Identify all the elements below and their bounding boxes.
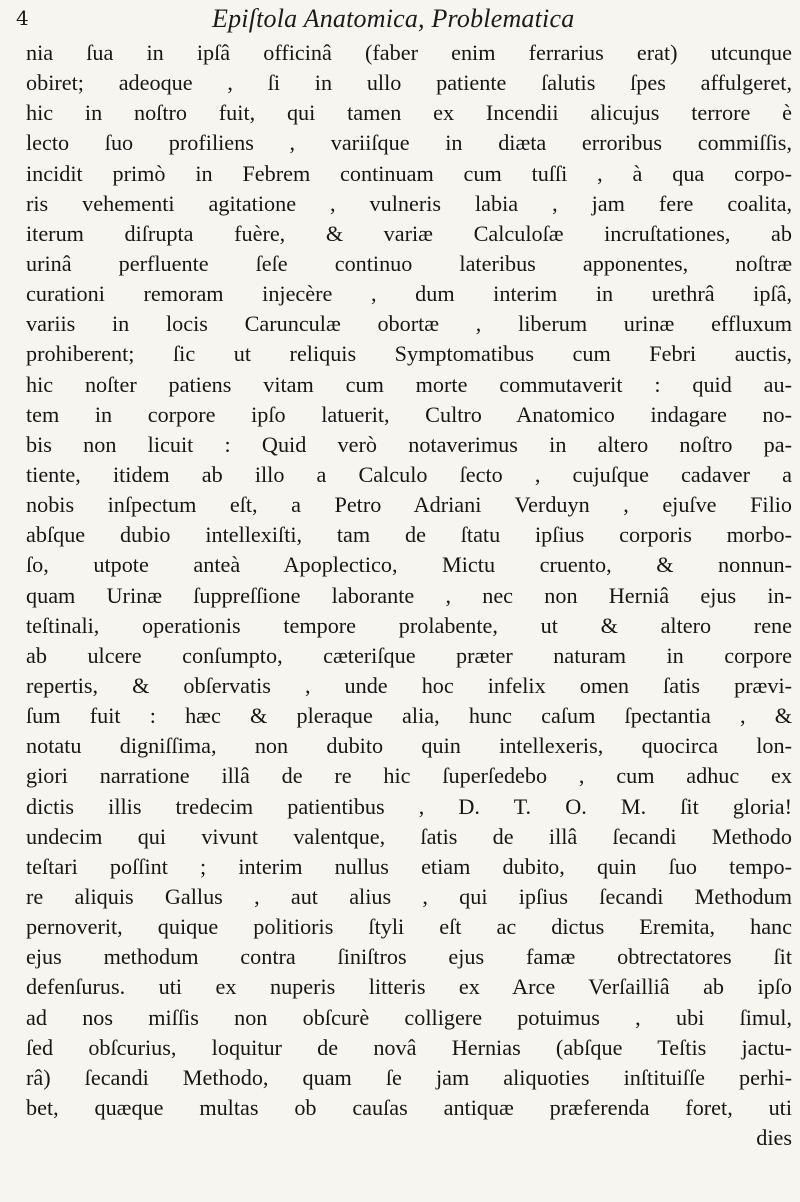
text-line: lecto ſuo profiliens , variiſque in diæta erroribus commiſſis,: [26, 130, 792, 156]
text-line: tem in corpore ipſo latuerit, Cultro Anatomico indagare no-: [26, 401, 792, 427]
text-line: repertis, & obſervatis , unde hoc infelix omen ſatis prævi-: [26, 672, 792, 698]
text-line: pernoverit, quique politioris ſtyli eſt ac dictus Eremita, hanc: [26, 914, 792, 940]
text-line: obiret; adeoque , ſi in ullo patiente ſalutis ſpes affulgeret,: [26, 70, 792, 96]
text-line: nia ſua in ipſâ officinâ (faber enim ferrarius erat) utcunque: [26, 40, 792, 65]
text-line: ſed obſcurius, loquitur de novâ Hernias (abſque Teſtis jactu-: [26, 1034, 792, 1060]
text-line: abſque dubio intellexiſti, tam de ſtatu ipſius corporis morbo-: [26, 522, 792, 548]
text-line: dictis illis tredecim patientibus , D. T. O. M. ſit gloria!: [26, 793, 792, 819]
text-line: teſtari poſſint ; interim nullus etiam dubito, quin ſuo tempo-: [26, 853, 792, 879]
text-line: ſum fuit : hæc & pleraque alia, hunc caſum ſpectantia , &: [26, 703, 792, 729]
page-number: 4: [16, 6, 29, 30]
text-line: ris vehementi agitatione , vulneris labia , jam fere coalita,: [26, 190, 792, 216]
text-line: curationi remoram injecère , dum interim in urethrâ ipſâ,: [26, 281, 792, 307]
text-line: tiente, itidem ab illo a Calculo ſecto , cujuſque cadaver a: [26, 461, 792, 487]
text-line: prohiberent; ſic ut reliquis Symptomatibus cum Febri auctis,: [26, 341, 792, 367]
text-line: hic noſter patiens vitam cum morte commutaverit : quid au-: [26, 371, 792, 397]
text-line: giori narratione illâ de re hic ſuperſedebo , cum adhuc ex: [26, 763, 792, 789]
text-line: incidit primò in Febrem continuam cum tuſſi , à qua corpo-: [26, 160, 792, 186]
text-line: nobis inſpectum eſt, a Petro Adriani Verduyn , ejuſve Filio: [26, 492, 792, 518]
text-line: re aliquis Gallus , aut alius , qui ipſius ſecandi Methodum: [26, 883, 792, 909]
text-line: variis in locis Carunculæ obortæ , liberum urinæ effluxum: [26, 311, 792, 337]
text-line: hic in noſtro fuit, qui tamen ex Incendii alicujus terrore è: [26, 100, 792, 126]
text-line: urinâ perfluente ſeſe continuo lateribus apponentes, noſtræ: [26, 250, 792, 276]
text-line: bis non licuit : Quid verò notaverimus in altero noſtro pa-: [26, 431, 792, 457]
text-line: ſo, utpote anteà Apoplectico, Mictu cruento, & nonnun-: [26, 552, 792, 578]
text-line: undecim qui vivunt valentque, ſatis de illâ ſecandi Methodo: [26, 823, 792, 849]
body-text: [26, 38, 792, 1153]
text-line: bet, quæque multas ob cauſas antiquæ præferenda foret, uti: [26, 1094, 792, 1120]
text-line: ad nos miſſis non obſcurè colligere potuimus , ubi ſimul,: [26, 1004, 792, 1030]
text-line: râ) ſecandi Methodo, quam ſe jam aliquoties inſtituiſſe perhi-: [26, 1064, 792, 1090]
page-header: [0, 4, 800, 40]
text-line: notatu digniſſima, non dubito quin intellexeris, quocirca lon-: [26, 733, 792, 759]
running-title: Epiſtola Anatomica, Problematica: [212, 4, 575, 33]
text-line: iterum diſrupta fuère, & variæ Calculoſæ incruſtationes, ab: [26, 220, 792, 246]
text-line: ejus methodum contra ſiniſtros ejus famæ obtrectatores ſit: [26, 944, 792, 970]
text-line: teſtinali, operationis tempore prolabente, ut & altero rene: [26, 612, 792, 638]
text-line: defenſurus. uti ex nuperis litteris ex Arce Verſailliâ ab ipſo: [26, 974, 792, 1000]
text-line: ab ulcere conſumpto, cæteriſque præter naturam in corpore: [26, 642, 792, 668]
catchword: dies: [756, 1125, 792, 1151]
text-line: quam Urinæ ſuppreſſione laborante , nec non Herniâ ejus in-: [26, 582, 792, 608]
